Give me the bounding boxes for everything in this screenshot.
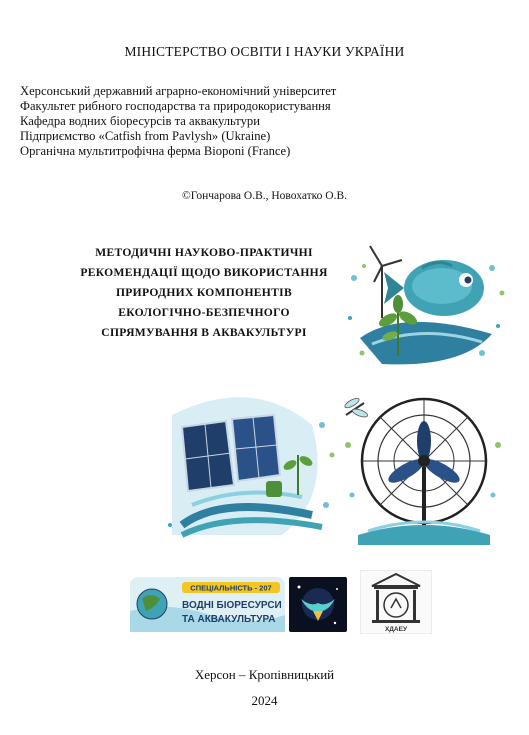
university-abbr: ХДАЕУ [384, 626, 408, 633]
globe-icon [137, 589, 167, 619]
bird-logo [289, 577, 347, 632]
water-splash-icon [358, 522, 490, 545]
institution-line: Підприємство «Catfish from Pavlysh» (Ukraine) [20, 129, 271, 143]
document-title [70, 243, 338, 343]
institution-line: Херсонський державний аграрно-економічний університет [20, 84, 337, 98]
institutions-list [20, 84, 336, 159]
city: Херсон – Кропівницький [194, 667, 335, 682]
title-line: ПРИРОДНИХ КОМПОНЕНТІВ [115, 286, 293, 299]
title-line: МЕТОДИЧНІ НАУКОВО-ПРАКТИЧНІ [95, 246, 313, 259]
water-wave-icon [360, 322, 492, 364]
specialty-badge: СПЕЦІАЛЬНІСТЬ - 207 [190, 583, 272, 593]
institution-line: Факультет рибного господарства та природокористування [20, 99, 331, 113]
institution-line: Кафедра водних біоресурсів та аквакультури [20, 114, 260, 128]
dragonfly-icon [344, 396, 369, 418]
title-line: РЕКОМЕНДАЦІЇ ЩОДО ВИКОРИСТАННЯ [80, 266, 328, 279]
year: 2024 [251, 693, 278, 708]
solar-panel-illustration [162, 385, 342, 550]
institution-line: Органічна мультитрофічна ферма Bioponi (France) [20, 144, 291, 158]
title-line: СПРЯМУВАННЯ В АКВАКУЛЬТУРІ [101, 326, 307, 339]
fish-turbine-illustration [342, 238, 510, 378]
specialty-line-2: ТА АКВАКУЛЬТУРА [182, 614, 276, 625]
water-wheel-illustration [338, 385, 508, 550]
university-logo [360, 570, 432, 634]
authors: ©Гончарова О.В., Новохатко О.В. [181, 190, 348, 202]
water-wheel-icon [362, 399, 486, 535]
ministry-title: МІНІСТЕРСТВО ОСВІТИ І НАУКИ УКРАЇНИ [124, 44, 405, 59]
specialty-logo [130, 577, 285, 632]
title-line: ЕКОЛОГІЧНО-БЕЗПЕЧНОГО [118, 306, 290, 319]
specialty-line-1: ВОДНІ БІОРЕСУРСИ [182, 600, 282, 611]
